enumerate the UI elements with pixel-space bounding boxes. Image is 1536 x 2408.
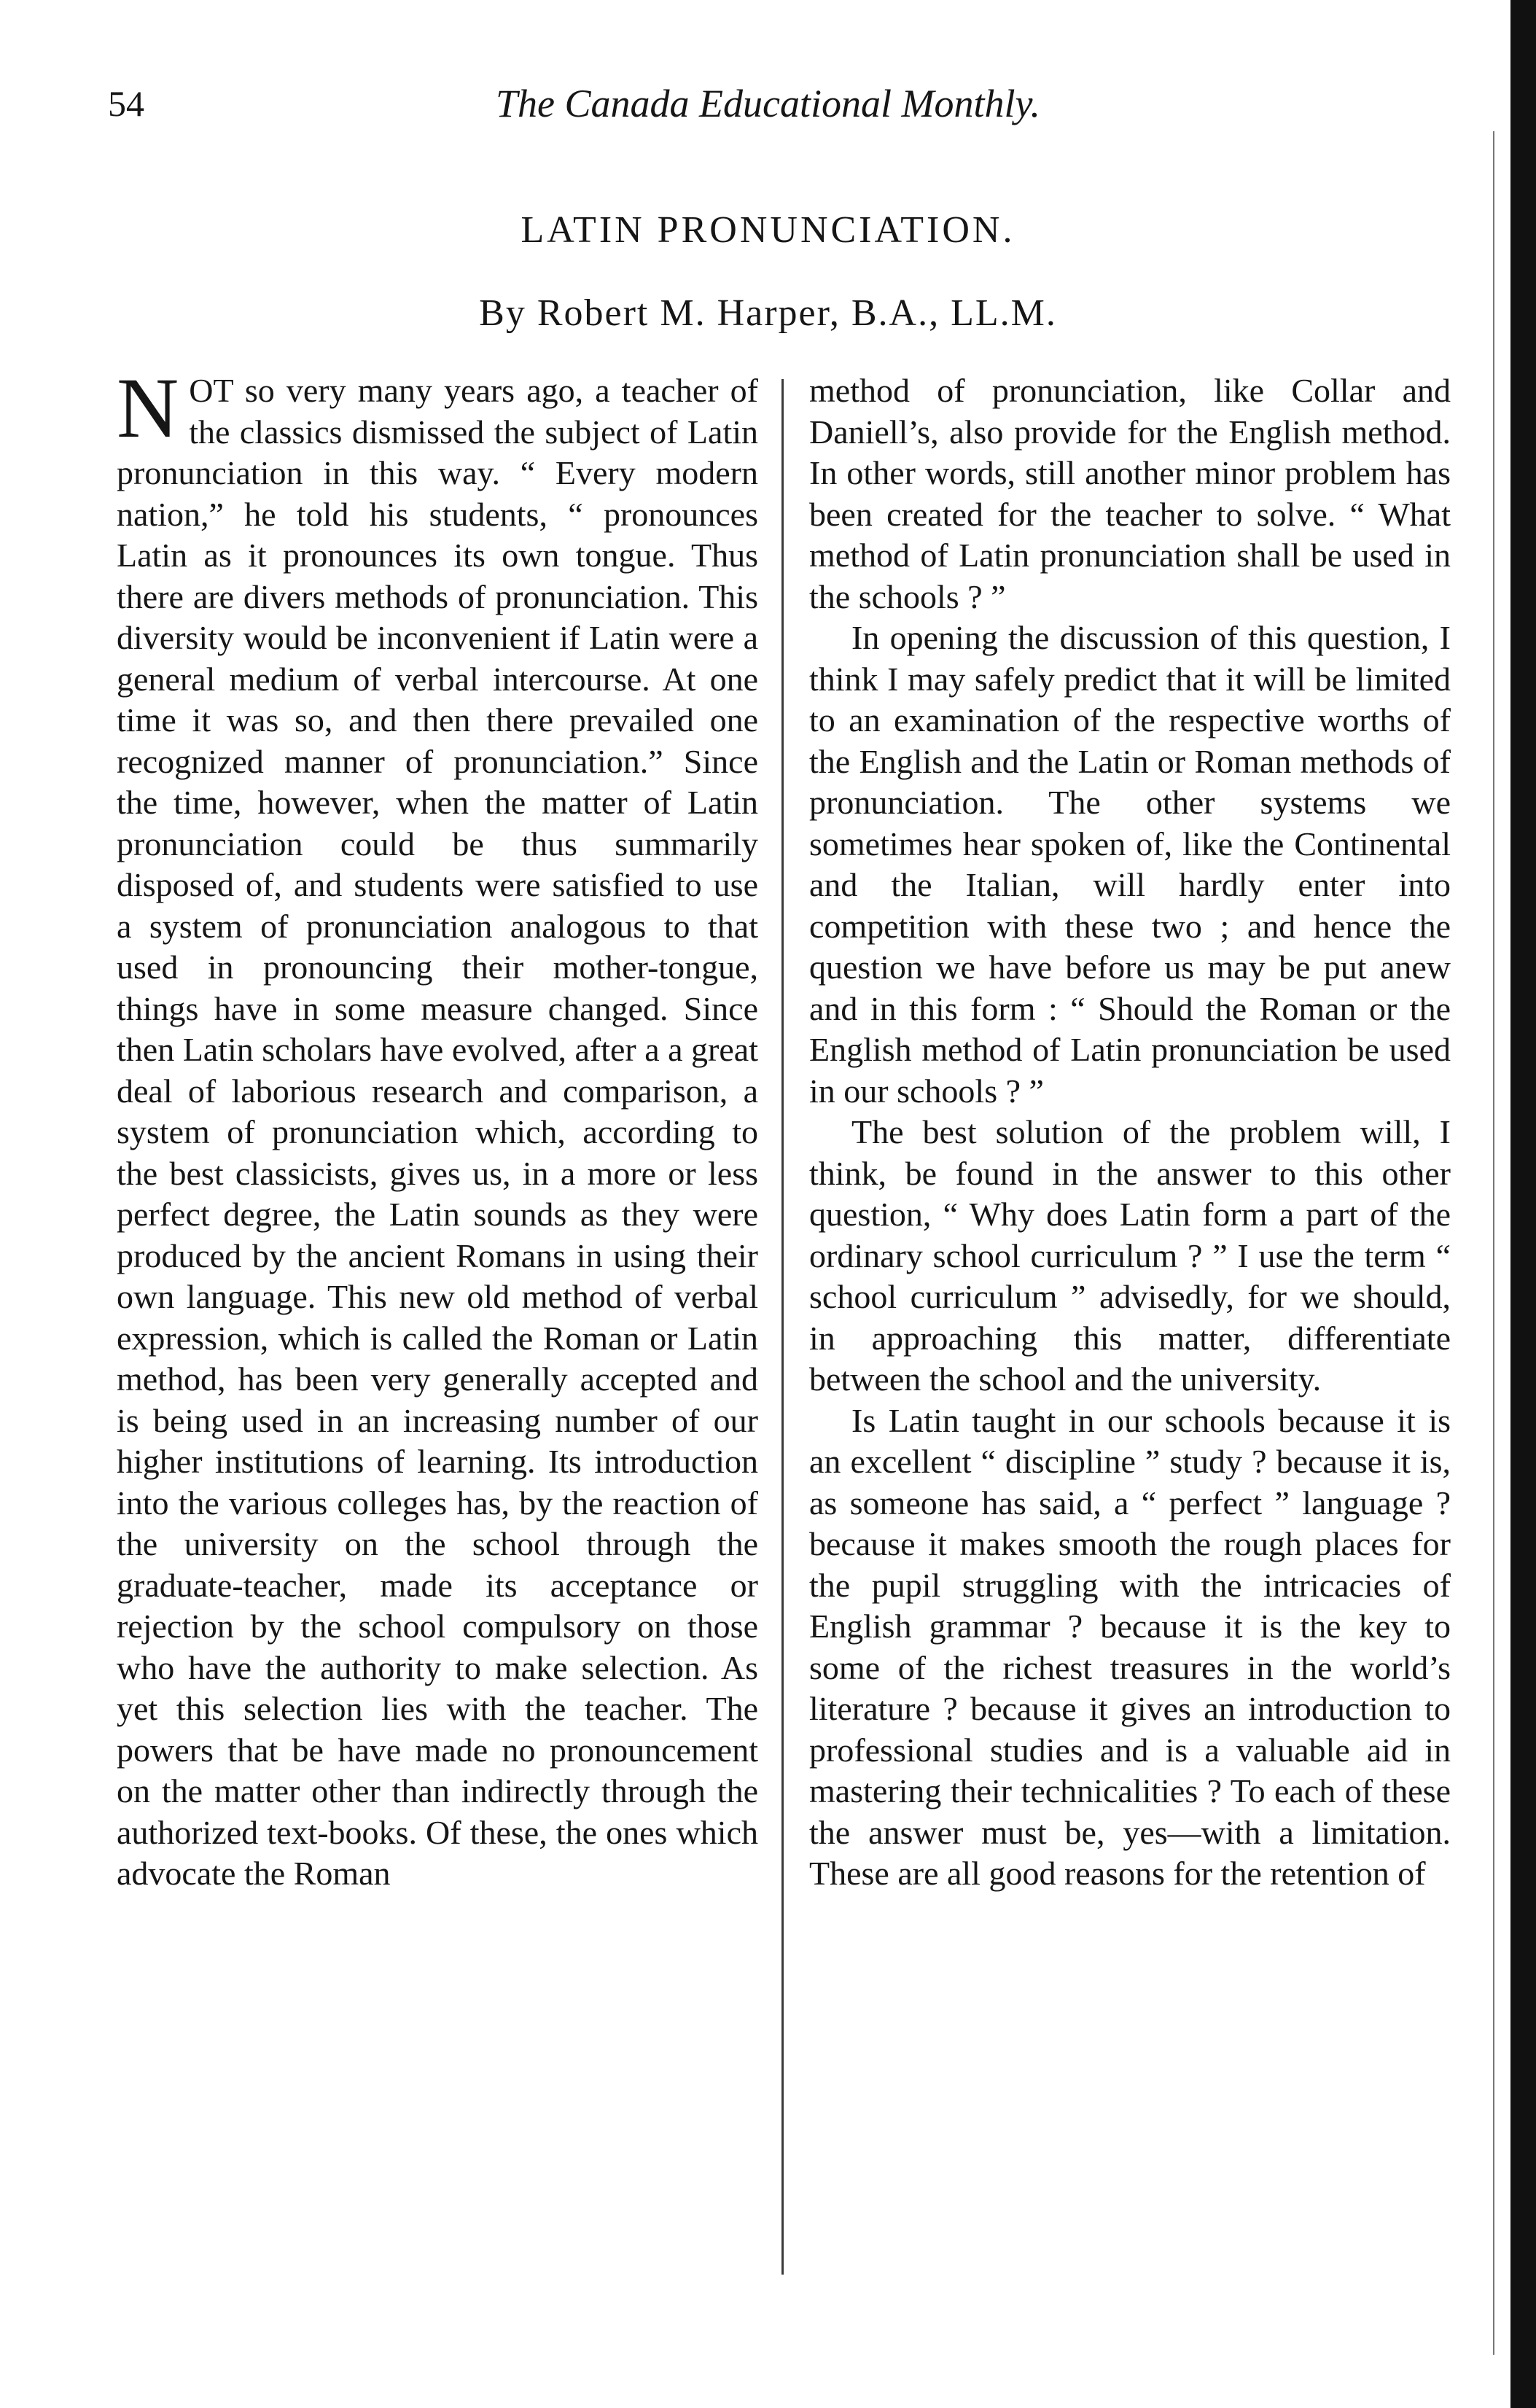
right-column [809,370,1451,1895]
paragraph: The best solution of the problem will, I think, be found in the answer to this other question, “ Why does Latin form a part of the ordinary school curriculum ? ” I use the term “ school curriculum ” advisedly, for we should, in approaching this matter, differentiate between the school and the university. [809,1113,1451,1398]
paragraph: method of pronunciation, like Collar and Daniell’s, also provide for the English method. In other words, still another minor problem has been created for the teacher to solve. “ What method of Latin pronunciation shall be used in the schools ? ” [809,372,1451,615]
paragraph-text: OT so very many years ago, a teacher of the classics dismissed the subject of Latin pronunciation in this way. “ Every modern nation,” he told his students, “ pronounces Latin as it pronounces its own tongue. Thus there are divers methods of pronunciation. This diversity would be inconvenient if Latin were a general medium of verbal intercourse. At one time it was so, and then there prevailed one recognized manner of pronunciation.” Since the time, however, when the matter of Latin pronunciation could be thus summarily disposed of, and students were satisfied to use a system of pronunciation analogous to that used in pronouncing their mother-tongue, things have in some measure changed. Since then Latin scholars have evolved, after a a great deal of laborious research and comparison, a system of pronunciation which, according to the best classicists, gives us, in a more or less perfect degree, the Latin sounds as they were produced by the ancient Romans in using their own language. This new old method of verbal expression, which is called the Roman or Latin method, has been very generally accepted and is being used in an increasing number of our higher institutions of learning. Its introduction into the various colleges has, by the reaction of the university on the school through the graduate-teacher, made its acceptance or rejection by the school compulsory on those who have the authority to make selection. As yet this selection lies with the teacher. The powers that be have made no pronouncement on the matter other than indirectly through the authorized text-books. Of these, the ones which advocate the Roman [117,372,758,1892]
page-number: 54 [108,83,144,124]
drop-cap: N [117,360,179,456]
article-title: LATIN PRONUNCIATION. [521,209,1015,251]
scan-edge-shadow [1510,0,1536,2408]
scan-edge-line [1493,131,1494,2355]
left-column [117,360,758,1895]
journal-running-head: The Canada Educational Monthly. [496,82,1040,125]
paragraph: In opening the discussion of this question, I think I may safely predict that it will be limited to an examination of the respective worths of the English and the Latin or Roman methods of pronunciation. The other systems we sometimes hear spoken of, like the Continental and the Italian, will hardly enter into competition with these two ; and hence the question we have before us may be put anew and in this form : “ Should the Roman or the English method of Latin pronunciation be used in our schools ? ” [809,619,1451,1110]
paragraph: Is Latin taught in our schools because it is an excellent “ discipline ” study ? because it is, as someone has said, a “ perfect ” language ? because it makes smooth the rough places for the pupil struggling with the intricacies of English grammar ? because it is the key to some of the richest treasures in the world’s literature ? because it gives an introduction to professional studies and is a valuable aid in mastering their technicalities ? To each of these the answer must be, yes—with a limitation. These are all good reasons for the retention of [809,1401,1451,1892]
paragraph [117,360,758,1895]
article-byline: By Robert M. Harper, B.A., LL.M. [479,292,1057,334]
column-divider [781,379,784,2275]
